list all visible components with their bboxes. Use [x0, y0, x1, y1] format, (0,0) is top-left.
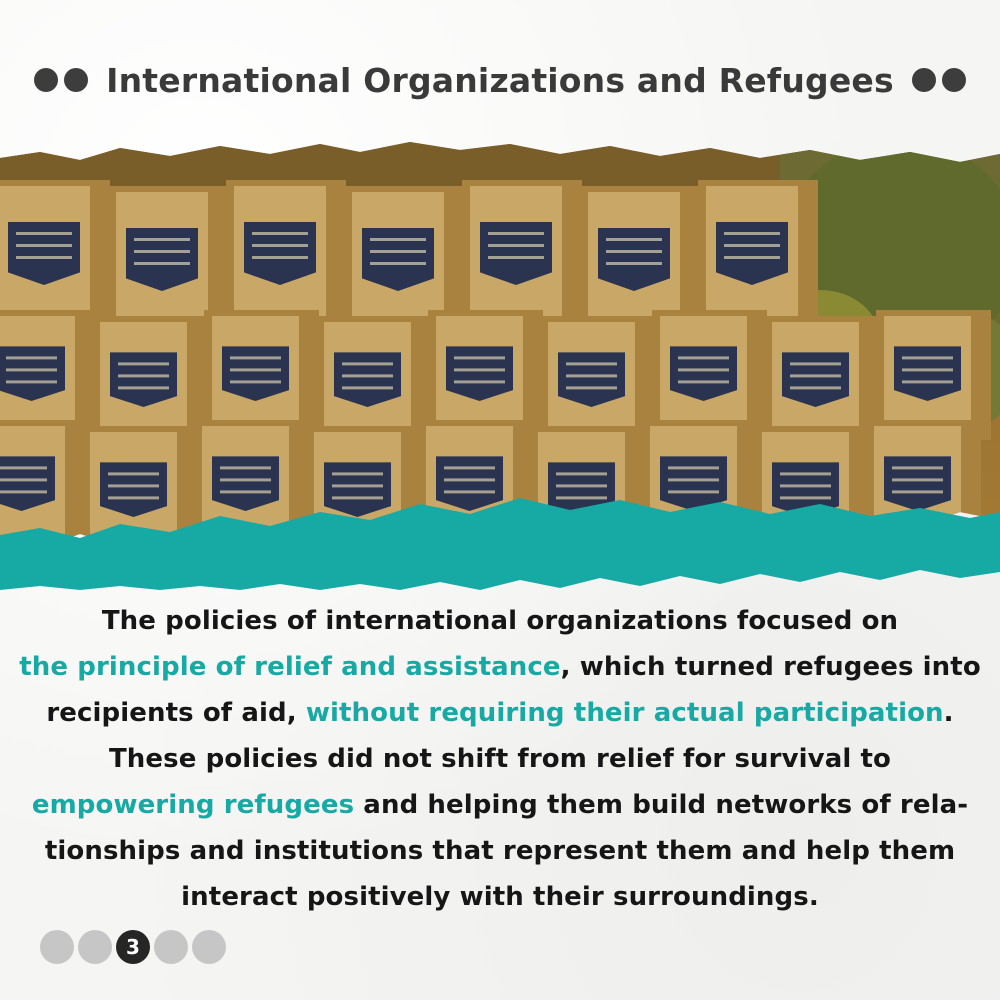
highlight-text: the principle of relief and assistance	[19, 652, 561, 682]
decorative-dot	[64, 68, 88, 92]
page-dot[interactable]	[78, 930, 112, 964]
header	[0, 52, 1000, 108]
decorative-dot	[34, 68, 58, 92]
page-dot[interactable]	[154, 930, 188, 964]
page-title: International Organizations and Refugees	[106, 60, 894, 100]
highlight-text: without requiring their actual participation	[305, 698, 944, 728]
highlight-text: empowering refugees	[31, 790, 355, 820]
aid-box	[698, 180, 818, 330]
header-dots-left	[34, 68, 88, 92]
body-line: tionships and institutions that represent them and help them	[44, 836, 956, 866]
body-text-segment: , which turned refugees into	[560, 652, 981, 682]
page-indicator	[40, 930, 226, 964]
aid-box	[0, 180, 110, 330]
body-text-segment: and helping them build networks of rela-	[354, 790, 969, 820]
decorative-dot	[912, 68, 936, 92]
body-line	[0, 782, 1000, 828]
body-line: The policies of international organizations focused on	[101, 606, 899, 636]
aid-box	[462, 180, 582, 330]
body-line: These policies did not shift from relief for survival to	[108, 744, 892, 774]
body-text-segment: recipients of aid,	[46, 698, 306, 728]
aid-box	[226, 180, 346, 330]
page-dot-current[interactable]: 3	[116, 930, 150, 964]
body-line	[0, 690, 1000, 736]
body-paragraph	[0, 598, 1000, 920]
photo-illustration	[0, 140, 1000, 590]
decorative-dot	[942, 68, 966, 92]
aid-boxes-photo	[0, 140, 1000, 590]
body-text-segment: .	[943, 698, 954, 728]
page-dot[interactable]	[40, 930, 74, 964]
body-line	[0, 644, 1000, 690]
body-line: interact positively with their surroundings.	[181, 882, 819, 912]
header-dots-right	[912, 68, 966, 92]
page-dot[interactable]	[192, 930, 226, 964]
